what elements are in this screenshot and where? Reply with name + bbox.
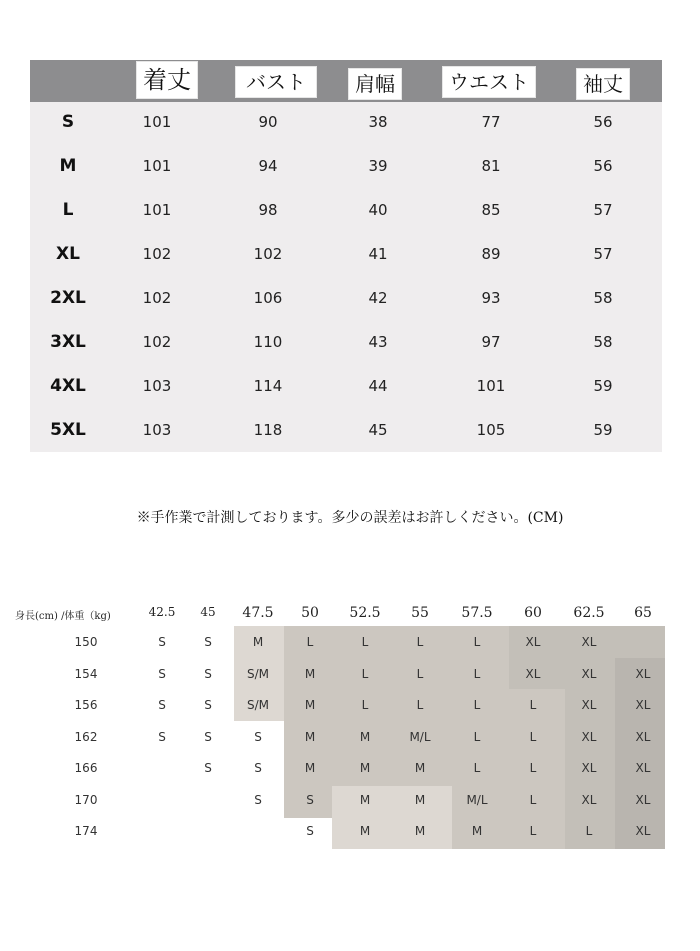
size-cell: S	[204, 730, 212, 744]
height-label: 154	[74, 667, 98, 681]
size-cell: XL	[581, 635, 597, 649]
size-cell: M	[252, 635, 264, 649]
size-cell: S	[204, 698, 212, 712]
weight-column-label: 47.5	[242, 605, 274, 621]
size-cell: XL	[581, 793, 597, 807]
header-sleeve: 袖丈	[576, 68, 630, 100]
weight-column-label: 62.5	[573, 605, 605, 621]
size-cell: M	[414, 761, 426, 775]
size-cell: S/M	[246, 698, 269, 712]
size-cell: S	[254, 730, 262, 744]
header-length: 着丈	[136, 61, 198, 99]
size-cell: M	[359, 730, 371, 744]
height-label: 150	[74, 635, 98, 649]
size-cell: L	[416, 667, 424, 681]
size-cell: S	[254, 761, 262, 775]
size-cell: S	[306, 793, 314, 807]
size-value: 56	[593, 157, 613, 175]
size-label: 2XL	[50, 288, 86, 308]
size-value: 59	[593, 421, 613, 439]
size-value: 114	[253, 377, 283, 395]
size-cell: XL	[635, 667, 651, 681]
measurement-note: ※手作業で計測しております。多少の誤差はお許しください。(CM)	[136, 510, 564, 526]
size-cell: XL	[635, 824, 651, 838]
header-bust: バスト	[235, 66, 317, 98]
size-cell: M	[304, 698, 316, 712]
size-cell: XL	[525, 635, 541, 649]
size-label: XL	[56, 244, 80, 264]
weight-column-label: 45	[200, 605, 216, 619]
weight-column-label: 65	[634, 605, 652, 621]
size-value: 56	[593, 113, 613, 131]
size-cell: XL	[635, 698, 651, 712]
size-cell: L	[473, 635, 481, 649]
size-cell: L	[416, 698, 424, 712]
size-value: 39	[368, 157, 388, 175]
size-cell: XL	[581, 667, 597, 681]
size-value: 103	[142, 377, 172, 395]
size-value: 89	[481, 245, 501, 263]
size-value: 97	[481, 333, 501, 351]
size-value: 81	[481, 157, 501, 175]
size-cell: S	[254, 793, 262, 807]
size-label: 3XL	[50, 332, 86, 352]
size-value: 59	[593, 377, 613, 395]
size-cell: L	[473, 761, 481, 775]
weight-column-label: 57.5	[461, 605, 493, 621]
size-value: 110	[253, 333, 283, 351]
size-value: 102	[142, 333, 172, 351]
size-cell: L	[473, 667, 481, 681]
size-label: 4XL	[50, 376, 86, 396]
height-label: 170	[74, 793, 98, 807]
size-cell: XL	[581, 730, 597, 744]
size-cell: L	[529, 698, 537, 712]
chart-header-label: 身長(cm) /体重（kg)	[15, 611, 111, 622]
size-cell: L	[361, 667, 369, 681]
size-cell: M	[359, 793, 371, 807]
size-value: 98	[258, 201, 278, 219]
size-cell: M/L	[409, 730, 431, 744]
header-shoulder: 肩幅	[348, 68, 402, 100]
size-value: 106	[253, 289, 283, 307]
height-label: 166	[74, 761, 98, 775]
size-value: 101	[476, 377, 506, 395]
size-cell: L	[473, 698, 481, 712]
size-cell: S	[204, 635, 212, 649]
weight-column-label: 60	[524, 605, 542, 621]
size-value: 57	[593, 201, 613, 219]
size-table	[30, 60, 662, 452]
size-cell: XL	[525, 667, 541, 681]
size-cell: M	[414, 793, 426, 807]
size-cell: M	[471, 824, 483, 838]
size-cell: S	[158, 698, 166, 712]
size-cell: S	[158, 667, 166, 681]
size-cell: L	[473, 730, 481, 744]
size-value: 93	[481, 289, 501, 307]
size-value: 58	[593, 333, 613, 351]
size-cell: L	[585, 824, 593, 838]
size-cell: L	[529, 793, 537, 807]
size-cell: L	[306, 635, 314, 649]
size-table-header	[30, 60, 662, 102]
size-cell: XL	[581, 698, 597, 712]
size-cell: L	[361, 698, 369, 712]
size-value: 103	[142, 421, 172, 439]
size-value: 40	[368, 201, 388, 219]
size-value: 102	[253, 245, 283, 263]
size-value: 41	[368, 245, 388, 263]
size-cell: S/M	[246, 667, 269, 681]
size-value: 94	[258, 157, 278, 175]
weight-column-label: 52.5	[349, 605, 381, 621]
size-cell: L	[529, 824, 537, 838]
size-recommendation-chart	[0, 595, 700, 865]
size-value: 101	[142, 157, 172, 175]
size-cell: L	[529, 761, 537, 775]
size-cell: L	[361, 635, 369, 649]
size-value: 102	[142, 289, 172, 307]
size-cell: XL	[635, 730, 651, 744]
size-cell: S	[204, 667, 212, 681]
size-value: 57	[593, 245, 613, 263]
size-cell: M	[304, 761, 316, 775]
size-cell: M	[359, 824, 371, 838]
size-cell: S	[204, 761, 212, 775]
height-label: 156	[74, 698, 98, 712]
header-waist: ウエスト	[442, 66, 536, 98]
size-cell: M	[304, 730, 316, 744]
size-cell: S	[158, 635, 166, 649]
size-value: 101	[142, 201, 172, 219]
size-cell: XL	[635, 761, 651, 775]
size-value: 105	[476, 421, 506, 439]
size-cell: M	[359, 761, 371, 775]
height-label: 174	[74, 824, 98, 838]
size-value: 85	[481, 201, 501, 219]
size-label: L	[62, 200, 74, 220]
size-cell: S	[158, 730, 166, 744]
size-value: 42	[368, 289, 388, 307]
size-value: 58	[593, 289, 613, 307]
size-value: 101	[142, 113, 172, 131]
size-cell: M	[304, 667, 316, 681]
size-cell: L	[416, 635, 424, 649]
size-value: 90	[258, 113, 278, 131]
size-label: 5XL	[50, 420, 86, 440]
size-cell: XL	[635, 793, 651, 807]
size-label: M	[59, 156, 77, 176]
size-cell: XL	[581, 761, 597, 775]
weight-column-label: 55	[411, 605, 429, 621]
weight-column-label: 42.5	[148, 605, 176, 619]
size-cell: L	[529, 730, 537, 744]
size-cell: M/L	[466, 793, 488, 807]
size-value: 77	[481, 113, 501, 131]
size-cell: S	[306, 824, 314, 838]
size-value: 45	[368, 421, 388, 439]
size-cell: M	[414, 824, 426, 838]
size-value: 44	[368, 377, 388, 395]
size-value: 43	[368, 333, 388, 351]
size-label: S	[61, 112, 75, 132]
height-label: 162	[74, 730, 98, 744]
size-value: 38	[368, 113, 388, 131]
size-value: 118	[253, 421, 283, 439]
size-value: 102	[142, 245, 172, 263]
weight-column-label: 50	[301, 605, 319, 621]
